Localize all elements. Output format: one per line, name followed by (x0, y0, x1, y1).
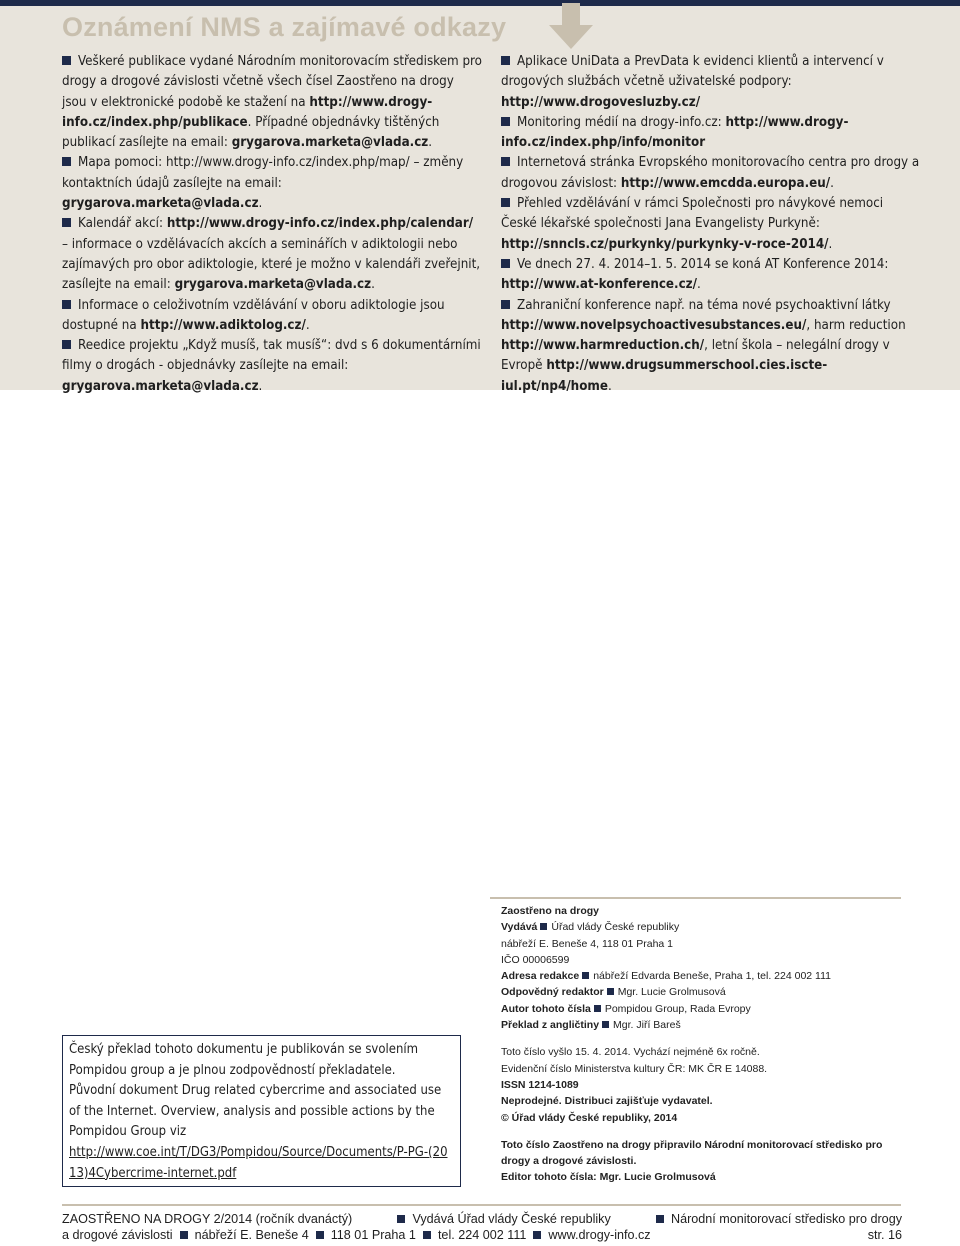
link[interactable]: http://snncls.cz/purkynky/purkynky-v-roce-2014/ (501, 236, 829, 252)
link[interactable]: http://www.drugsummerschool.cies.iscte-iul.pt/np4/home (501, 358, 828, 394)
list-item: Veškeré publikace vydané Národním monitorovacím střediskem pro drogy a drogové závislosti včetně všech čísel Zaostřeno na drogy jsou v elektronické podobě ke stažení na http://www.drogy-info.cz/index.php/publikace. Případné objednávky tištěných publikací zasílejte na email: grygarova.marketa@vlada.cz. (62, 54, 482, 151)
link[interactable]: http://www.drogy-info.cz/index.php/info/monitor (501, 114, 849, 151)
imprint-divider (490, 897, 901, 899)
square-bullet-icon (423, 1231, 431, 1239)
link[interactable]: http://www.drogy-info.cz/index.php/publikace (62, 94, 433, 130)
square-bullet-icon (397, 1215, 405, 1223)
square-bullet-icon (602, 1021, 609, 1028)
square-bullet-icon (62, 157, 71, 166)
square-bullet-icon (607, 988, 614, 995)
email-link[interactable]: grygarova.marketa@vlada.cz (174, 277, 372, 293)
link[interactable]: http://www.at-konference.cz/ (501, 277, 698, 293)
link[interactable]: http://www.novelpsychoactivesubstances.eu/ (501, 317, 807, 333)
list-item: Informace o celoživotním vzdělávání v oboru adiktologie jsou dostupné na http://www.adiktolog.cz/. (62, 297, 445, 333)
translation-line: Překlad z angličtiny Mgr. Jiří Bareš (501, 1019, 681, 1032)
square-bullet-icon (582, 972, 589, 979)
translation-note: Český překlad tohoto dokumentu je publikován se svolením Pompidou group a je plnou zodpovědností překladatele. (69, 1042, 419, 1078)
list-item: Přehled vzdělávání v rámci Společnosti pro návykové nemoci České lékařské společnosti Jana Evangelisty Purkyně: http://snncls.cz/purkynky/purkynky-v-roce-2014/. (501, 196, 884, 252)
square-bullet-icon (62, 340, 71, 349)
footer-divider (62, 1204, 901, 1206)
square-bullet-icon (501, 300, 510, 309)
square-bullet-icon (501, 117, 510, 126)
footer-publisher: Vydává Úřad vlády České republiky (412, 1212, 611, 1226)
list-item: Internetová stránka Evropského monitorovacího centra pro drogy a drogovou závislost: http://www.emcdda.europa.eu/. (501, 155, 920, 191)
prepared-by: Toto číslo Zaostřeno na drogy připravilo Národní monitorovací středisko pro drogy a drogové závislosti. (501, 1138, 883, 1168)
list-item: Zahraniční konference např. na téma nové psychoaktivní látky http://www.novelpsychoactivesubstances.eu/, harm reduction http://www.harmreduction.ch/, letní škola – nelegální drogy v Evropě http://www.drugsummerschool.cies.iscte-iul.pt/np4/home. (501, 297, 906, 394)
editorial-address-line: Adresa redakce nábřeží Edvarda Beneše, Praha 1, tel. 224 002 111 (501, 970, 831, 983)
square-bullet-icon (533, 1231, 541, 1239)
left-column (62, 52, 482, 397)
footer-street: nábřeží E. Beneše 4 (194, 1228, 309, 1242)
footer-centre-cont: a drogové závislosti (62, 1228, 173, 1242)
right-column (501, 52, 921, 397)
original-document-note: Původní dokument Drug related cybercrime and associated use of the Internet. Overview, analysis and possible actions by the Pompidou Group viz (69, 1083, 442, 1140)
square-bullet-icon (180, 1231, 188, 1239)
footer-centre: Národní monitorovací středisko pro drogy (671, 1212, 902, 1226)
footer-city: 118 01 Praha 1 (330, 1228, 416, 1242)
top-bar (0, 0, 960, 6)
down-arrow-icon (549, 3, 593, 49)
link[interactable]: http://www.adiktolog.cz/ (140, 317, 306, 333)
address: nábřeží E. Beneše 4, 118 01 Praha 1 (501, 937, 674, 950)
footer-phone: tel. 224 002 111 (437, 1228, 527, 1242)
list-item: Mapa pomoci: http://www.drogy-info.cz/index.php/map/ – změny kontaktních údajů zasílejte na email: grygarova.marketa@vlada.cz. (62, 155, 464, 212)
list-item: Ve dnech 27. 4. 2014–1. 5. 2014 se koná AT Konference 2014: http://www.at-konference.cz/. (501, 256, 889, 293)
publisher-line: Vydává Úřad vlády České republiky (501, 921, 680, 934)
translation-note-box (62, 1035, 461, 1187)
email-link[interactable]: grygarova.marketa@vlada.cz (231, 135, 429, 151)
issue-editor: Editor tohoto čísla: Mgr. Lucie Grolmusová (501, 1171, 716, 1184)
square-bullet-icon (656, 1215, 664, 1223)
square-bullet-icon (62, 56, 71, 65)
footer-website[interactable]: www.drogy-info.cz (548, 1228, 651, 1242)
copyright: © Úřad vlády České republiky, 2014 (501, 1111, 678, 1124)
editor-line: Odpovědný redaktor Mgr. Lucie Grolmusová (501, 986, 726, 999)
link[interactable]: http://www.drogy-info.cz/index.php/calendar/ (166, 216, 474, 232)
list-item: Reedice projektu „Když musíš, tak musíš“: dvd s 6 dokumentárními filmy o drogách - objednávky zasílejte na email: grygarova.marketa@vlada.cz. (62, 338, 481, 394)
link[interactable]: http://www.harmreduction.ch/ (501, 338, 705, 354)
not-for-sale: Neprodejné. Distribuci zajišťuje vydavatel. (501, 1095, 713, 1108)
list-item: Aplikace UniData a PrevData k evidenci klientů a intervencí v drogových službách včetně uživatelské podpory: http://www.drogovesluzby.cz/ (501, 54, 884, 110)
page-number: str. 16 (867, 1228, 902, 1242)
email-link[interactable]: grygarova.marketa@vlada.cz (62, 378, 259, 394)
issue-date: Toto číslo vyšlo 15. 4. 2014. Vychází nejméně 6x ročně. (501, 1046, 760, 1059)
publication-name: Zaostřeno na drogy (501, 905, 600, 917)
author-line: Autor tohoto čísla Pompidou Group, Rada Evropy (501, 1002, 751, 1015)
source-document-link[interactable]: http://www.coe.int/T/DG3/Pompidou/Source/Documents/P-PG-(2013)4Cybercrime-internet.pdf (69, 1144, 448, 1181)
square-bullet-icon (501, 198, 510, 207)
registration-number: Evidenční číslo Ministerstva kultury ČR: MK ČR E 14088. (501, 1062, 768, 1075)
page-footer (62, 1211, 902, 1243)
square-bullet-icon (62, 218, 71, 227)
ico: IČO 00006599 (501, 953, 570, 966)
list-item: Monitoring médií na drogy-info.cz: http://www.drogy-info.cz/index.php/info/monitor (501, 114, 849, 151)
page-title: Oznámení NMS a zajímavé odkazy (62, 12, 507, 42)
footer-journal: ZAOSTŘENO NA DROGY 2/2014 (ročník dvanáctý) (62, 1212, 353, 1226)
square-bullet-icon (62, 300, 71, 309)
square-bullet-icon (501, 56, 510, 65)
square-bullet-icon (316, 1231, 324, 1239)
square-bullet-icon (501, 259, 510, 268)
square-bullet-icon (594, 1005, 601, 1012)
square-bullet-icon (501, 157, 510, 166)
link[interactable]: http://www.drogovesluzby.cz/ (501, 94, 701, 110)
square-bullet-icon (540, 923, 547, 930)
list-item: Kalendář akcí: http://www.drogy-info.cz/index.php/calendar/ – informace o vzdělávacích akcích a seminářích v adiktologii nebo zajímavých pro obor adiktologie, které je možno v kalendáři zveřejnit, zasílejte na email: grygarova.marketa@vlada.cz. (62, 216, 481, 293)
link[interactable]: http://www.emcdda.europa.eu/ (620, 175, 831, 191)
imprint (501, 903, 901, 1186)
issn: ISSN 1214-1089 (501, 1078, 579, 1091)
email-link[interactable]: grygarova.marketa@vlada.cz (62, 196, 259, 212)
